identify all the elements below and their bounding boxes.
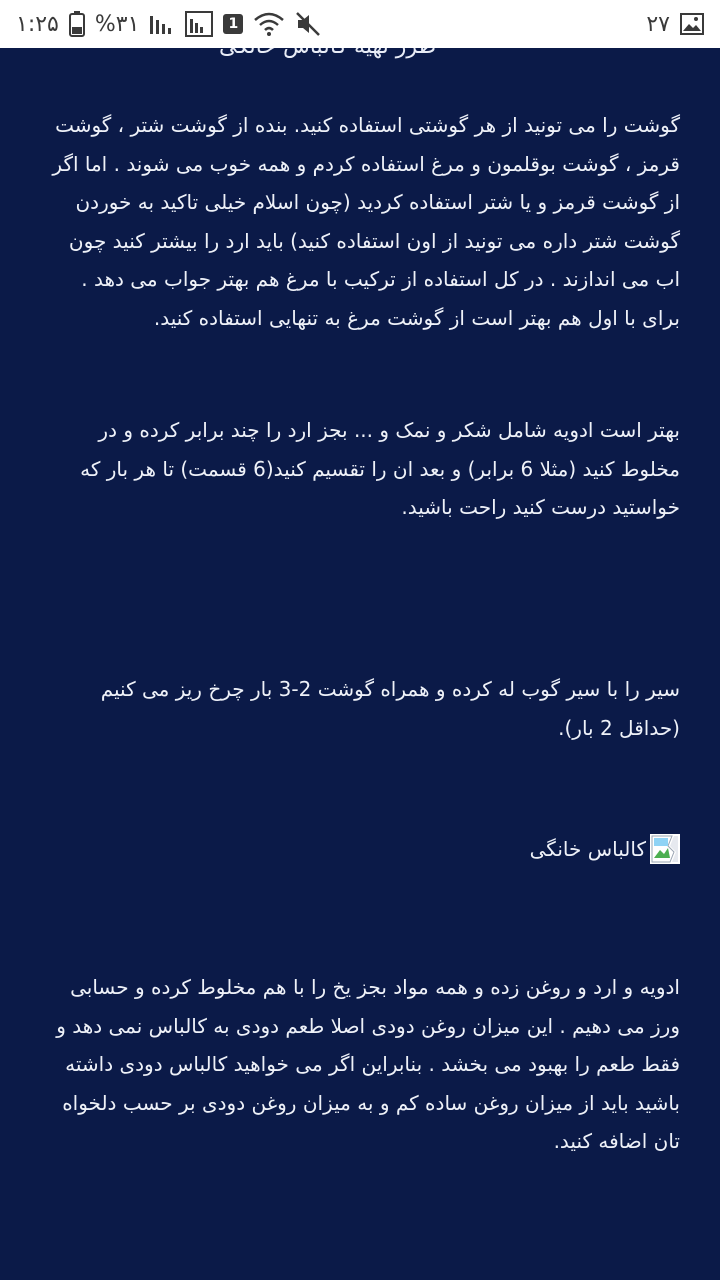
wifi-icon <box>253 11 285 37</box>
mute-icon <box>295 11 321 37</box>
signal-icon <box>149 12 175 36</box>
battery-icon <box>69 11 85 37</box>
signal-empty-icon <box>185 11 213 37</box>
status-bar-right <box>646 12 704 37</box>
status-bar <box>0 0 720 48</box>
status-bar-left <box>16 11 321 37</box>
paragraph-spices: بهتر است ادویه شامل شکر و نمک و ... بجز ارد را چند برابر کرده و در مخلوط کنید (مثلا 6 برابر) و بعد ان را تقسیم کنید(6 قسمت) تا هر بار که خواستید درست کنید راحت باشید. <box>80 418 680 519</box>
article-content <box>0 48 720 1280</box>
notification-count: ۲۷ <box>646 11 670 37</box>
paragraph-garlic: سیر را با سیر گوب له کرده و همراه گوشت 2-3 بار چرخ ریز می کنیم (حداقل 2 بار). <box>100 677 680 740</box>
paragraph-oil: ادویه و ارد و روغن زده و همه مواد بجز یخ را با هم مخلوط کرده و حسابی ورز می دهیم . این میزان روغن دودی اصلا طعم دودی به کالباس نمی دهد و فقط طعم را بهبود می بخشد . بنابراین اگر می خواهید کالباس دودی داشته باشید باید از میزان روغن ساده کم و به میزان روغن دودی بر حسب دلخواه تان اضافه کنید. <box>56 975 680 1153</box>
image-alt-text: کالباس خانگی <box>529 837 646 861</box>
clock: ۱:۲۵ <box>16 11 59 37</box>
broken-image-icon <box>650 834 680 864</box>
paragraph-meat: گوشت را می تونید از هر گوشتی استفاده کنید. بنده از گوشت شتر ، گوشت قرمز ، گوشت بوقلمون و مرغ استفاده کردم و همه خوب می شوند . اما اگر از گوشت قرمز و یا شتر استفاده کردید (چون اسلام خیلی تاکید به خوردن گوشت شتر داره می تونید از اون استفاده کنید) باید ارد را بیشتر کنید چون اب می اندازند . در کل استفاده از ترکیب با مرغ هم بهتر جواب می دهد . برای با اول هم بهتر است از گوشت مرغ به تنهایی استفاده کنید. <box>52 113 680 330</box>
broken-image <box>530 834 680 864</box>
battery-percent: %۳۱ <box>94 11 140 37</box>
gallery-icon <box>680 13 704 35</box>
sim-icon: 1 <box>223 14 243 34</box>
